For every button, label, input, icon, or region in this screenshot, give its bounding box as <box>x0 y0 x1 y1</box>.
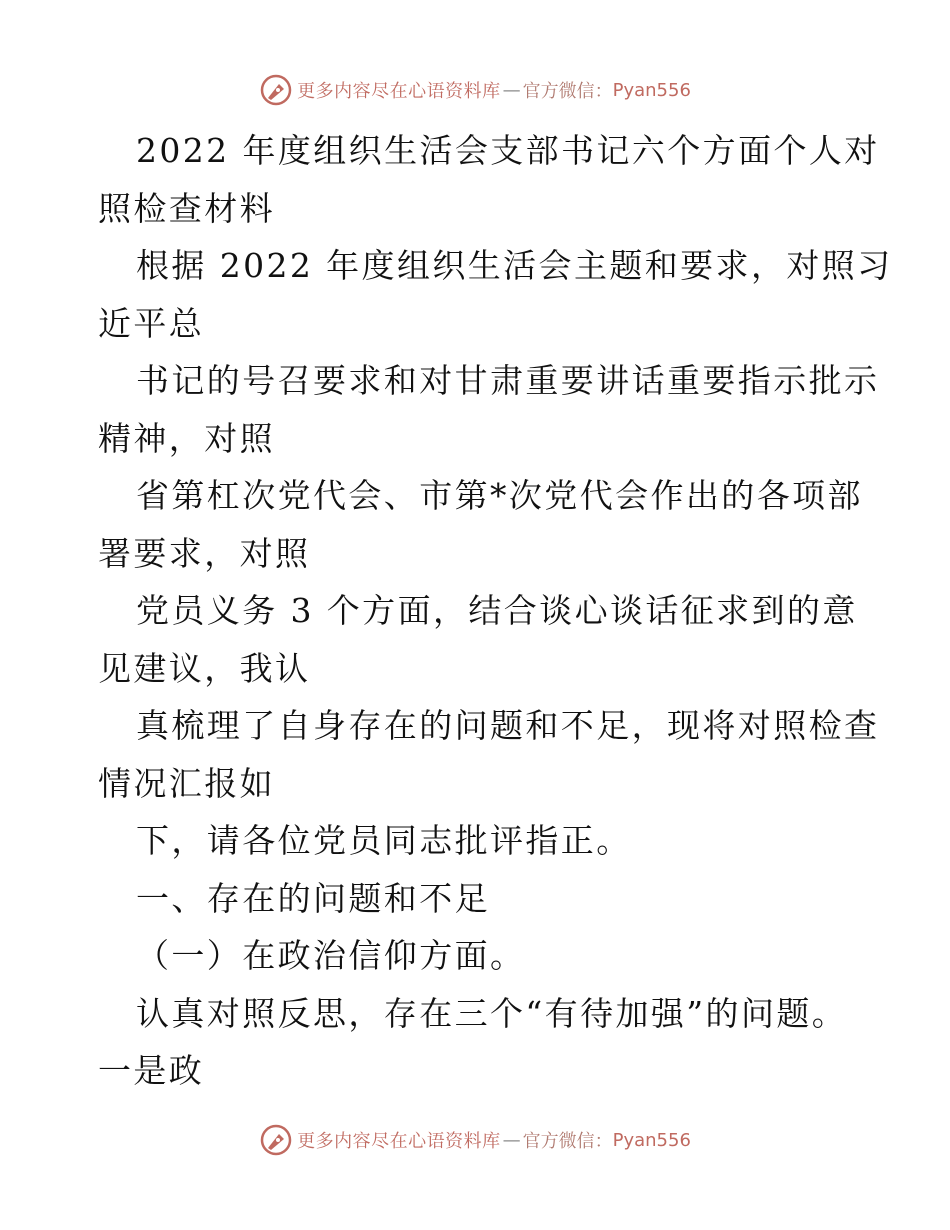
paragraph-line: 省第杠次党代会、市第*次党代会作出的各项部 <box>136 476 863 515</box>
subsection-heading: （一）在政治信仰方面。 <box>136 936 526 975</box>
paragraph-line: 情况汇报如 <box>98 763 275 803</box>
watermark-contact: Pyan556 <box>612 1129 691 1151</box>
document-body <box>98 122 893 1100</box>
paragraph-line: 近平总 <box>98 303 205 343</box>
watermark-contact: Pyan556 <box>612 79 691 101</box>
document-title-line-1: 2022 年度组织生活会支部书记六个方面个人对 <box>136 131 880 170</box>
paragraph-line: 书记的号召要求和对甘肃重要讲话重要指示批示 <box>136 361 880 400</box>
paragraph-line: 党员义务 3 个方面，结合谈心谈话征求到的意 <box>136 591 858 630</box>
pen-nib-circle-icon <box>259 73 293 107</box>
watermark-account-label: 官方微信： <box>522 1131 613 1152</box>
paragraph-line: 真梳理了自身存在的问题和不足，现将对照检查 <box>136 706 880 745</box>
watermark-dash: — <box>502 1129 521 1151</box>
watermark-account-label: 官方微信： <box>522 81 613 102</box>
paragraph-line: 署要求，对照 <box>98 533 311 573</box>
paragraph-line: 根据 2022 年度组织生活会主题和要求，对照习 <box>136 246 893 285</box>
paragraph-line: 认真对照反思，存在三个“有待加强”的问题。 <box>136 993 848 1033</box>
footer-watermark <box>0 1122 950 1158</box>
paragraph-line: 一是政 <box>98 1051 205 1090</box>
pen-nib-circle-icon <box>259 1123 293 1157</box>
paragraph-line: 精神，对照 <box>98 418 275 458</box>
section-heading: 一、存在的问题和不足 <box>136 878 490 918</box>
watermark-dash: — <box>502 79 521 101</box>
paragraph-line: 下，请各位党员同志批评指正。 <box>136 821 632 860</box>
watermark-text: 更多内容尽在心语资料库 <box>297 1131 501 1152</box>
document-title-line-2: 照检查材料 <box>98 188 275 228</box>
header-watermark <box>0 72 950 108</box>
watermark-text: 更多内容尽在心语资料库 <box>297 81 501 102</box>
paragraph-line: 见建议，我认 <box>98 648 311 688</box>
